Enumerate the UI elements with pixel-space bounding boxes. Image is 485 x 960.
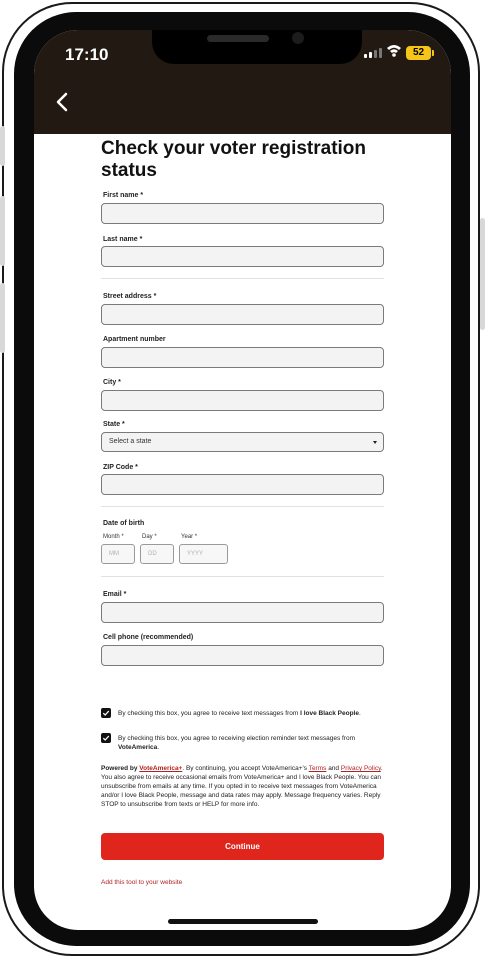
privacy-policy-link[interactable]: Privacy Policy xyxy=(340,765,381,772)
notch xyxy=(152,30,362,64)
battery-tip xyxy=(432,50,434,56)
legal-text-part1: . By continuing, you accept VoteAmerica+'s xyxy=(182,765,309,772)
city-label: City * xyxy=(103,379,121,386)
month-label: Month * xyxy=(103,534,124,540)
reminder-consent-text: By checking this box, you agree to receiving election reminder text messages from VoteAmerica. xyxy=(118,735,356,751)
zip-code-input[interactable] xyxy=(101,474,384,495)
day-input[interactable]: DD xyxy=(140,544,174,564)
status-time: 17:10 xyxy=(65,45,109,64)
home-indicator[interactable] xyxy=(168,919,318,924)
checkmark-icon xyxy=(102,734,110,742)
last-name-label: Last name * xyxy=(103,236,143,243)
dob-label: Date of birth xyxy=(103,520,145,527)
add-tool-link[interactable]: Add this tool to your website xyxy=(101,879,183,886)
legal-and: and xyxy=(326,765,341,772)
terms-link[interactable]: Terms xyxy=(308,765,327,772)
cell-phone-input[interactable] xyxy=(101,645,384,666)
divider xyxy=(101,506,384,507)
reminder-consent-checkbox[interactable] xyxy=(101,733,111,743)
signal-icon xyxy=(364,48,382,58)
divider xyxy=(101,278,384,279)
month-input[interactable]: MM xyxy=(101,544,135,564)
city-input[interactable] xyxy=(101,390,384,411)
reminder-consent-org: VoteAmerica xyxy=(118,744,158,751)
sms-consent-org: I love Black People xyxy=(300,710,359,717)
sms-consent-checkbox[interactable] xyxy=(101,708,111,718)
zip-code-label: ZIP Code * xyxy=(103,464,138,471)
email-input[interactable] xyxy=(101,602,384,623)
continue-button[interactable]: Continue xyxy=(101,833,384,860)
battery-icon: 52 xyxy=(406,46,431,60)
year-label: Year * xyxy=(181,534,198,540)
phone-volume-up xyxy=(0,196,5,266)
divider xyxy=(101,576,384,577)
wifi-icon xyxy=(386,43,402,57)
back-arrow-icon[interactable] xyxy=(54,92,70,112)
year-input[interactable]: YYYY xyxy=(179,544,228,564)
street-address-label: Street address * xyxy=(103,293,157,300)
state-label: State * xyxy=(103,421,125,428)
sms-consent-text: By checking this box, you agree to receive text messages from I love Black People. xyxy=(118,710,361,717)
sms-consent-label: By checking this box, you agree to receive text messages from xyxy=(118,710,301,717)
apartment-input[interactable] xyxy=(101,347,384,368)
voteamerica-link[interactable]: VoteAmerica+ xyxy=(139,765,183,772)
phone-silent-switch xyxy=(0,126,5,166)
street-address-input[interactable] xyxy=(101,304,384,325)
legal-text xyxy=(101,764,386,809)
checkmark-icon xyxy=(102,709,110,717)
first-name-input[interactable] xyxy=(101,203,384,224)
app-header xyxy=(34,30,451,134)
cell-phone-label: Cell phone (recommended) xyxy=(103,634,194,641)
state-select-value: Select a state xyxy=(109,438,152,445)
last-name-input[interactable] xyxy=(101,246,384,267)
day-label: Day * xyxy=(142,534,157,540)
phone-volume-down xyxy=(0,283,5,353)
state-select[interactable] xyxy=(101,432,384,452)
chevron-down-icon xyxy=(373,441,377,444)
apartment-label: Apartment number xyxy=(103,336,166,343)
page-title: Check your voter registration status xyxy=(101,138,367,181)
phone-power-button xyxy=(480,218,485,330)
reminder-consent-label: By checking this box, you agree to receiving election reminder text messages from xyxy=(118,735,356,742)
first-name-label: First name * xyxy=(103,192,144,199)
phone-screen xyxy=(34,30,451,930)
speaker xyxy=(207,35,269,42)
powered-by-label: Powered by xyxy=(101,765,140,772)
email-label: Email * xyxy=(103,591,127,598)
legal-text-part2: . You also agree to receive occasional emails from VoteAmerica+ and I love Black People. You can unsubscribe from emails at any time. If you opted in to receive text messages from VoteAmerica and/or I love Black People, message and data rates may apply. Message frequency varies. Reply STOP to unsubscribe from texts or HELP for more info. xyxy=(101,765,383,808)
camera xyxy=(292,32,304,44)
